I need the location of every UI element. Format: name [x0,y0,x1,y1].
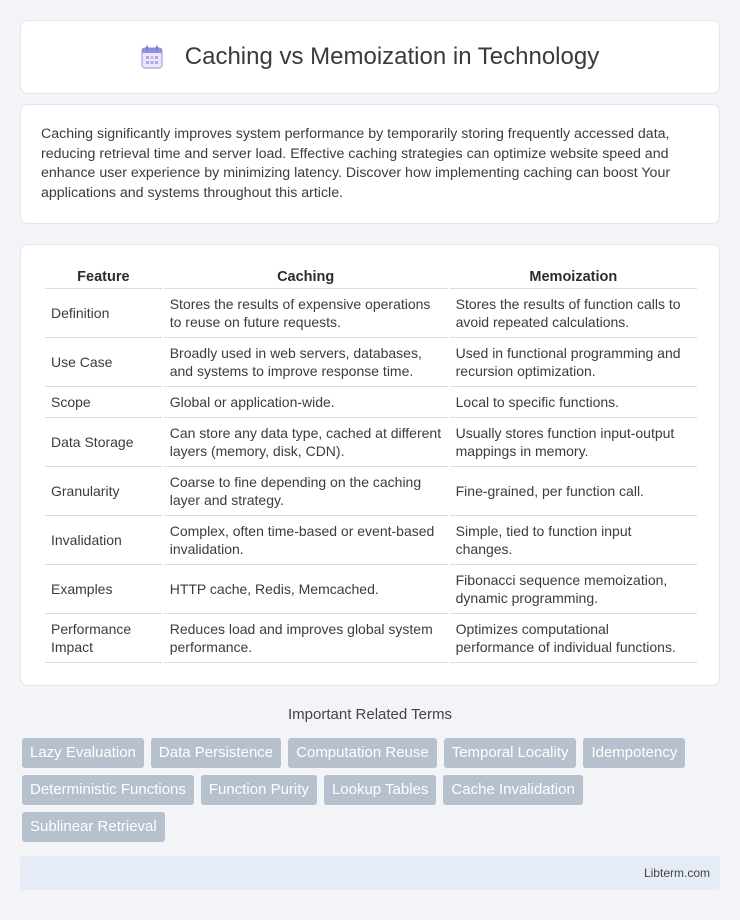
footer-site-link[interactable]: Libterm.com [643,866,710,880]
feature-cell: Scope [45,387,162,418]
feature-cell: Use Case [45,338,162,387]
header-caching: Caching [164,267,448,289]
caching-cell: Complex, often time-based or event-based invalidation. [164,516,448,565]
feature-cell: Definition [45,289,162,338]
calendar-grid-icon [141,45,163,69]
related-term-tag[interactable]: Deterministic Functions [22,775,194,805]
related-term-tag[interactable]: Cache Invalidation [443,775,582,805]
header-feature: Feature [45,267,162,289]
related-term-tag[interactable]: Sublinear Retrieval [22,812,165,842]
table-row [45,418,697,467]
memoization-cell: Local to specific functions. [450,387,697,418]
comparison-card [20,244,720,686]
caching-cell: Broadly used in web servers, databases, and systems to improve response time. [164,338,448,387]
related-term-tag[interactable]: Lookup Tables [324,775,436,805]
caching-cell: Can store any data type, cached at different layers (memory, disk, CDN). [164,418,448,467]
page-title: Caching vs Memoization in Technology [184,43,600,70]
caching-cell: HTTP cache, Redis, Memcached. [164,565,448,614]
table-row [45,338,697,387]
table-row [45,516,697,565]
feature-cell: Granularity [45,467,162,516]
intro-card [20,104,720,224]
related-terms-list [22,738,722,842]
related-term-tag[interactable]: Temporal Locality [444,738,577,768]
feature-cell: Examples [45,565,162,614]
related-term-tag[interactable]: Idempotency [583,738,685,768]
table-row [45,565,697,614]
table-row [45,387,697,418]
memoization-cell: Fibonacci sequence memoization, dynamic programming. [450,565,697,614]
memoization-cell: Used in functional programming and recursion optimization. [450,338,697,387]
memoization-cell: Fine-grained, per function call. [450,467,697,516]
related-terms-title: Important Related Terms [288,706,452,723]
memoization-cell: Usually stores function input-output mappings in memory. [450,418,697,467]
memoization-cell: Stores the results of function calls to avoid repeated calculations. [450,289,697,338]
comparison-table [43,267,699,663]
related-term-tag[interactable]: Data Persistence [151,738,281,768]
related-term-tag[interactable]: Lazy Evaluation [22,738,144,768]
feature-cell: Performance Impact [45,614,162,663]
intro-paragraph: Caching significantly improves system performance by temporarily storing frequently accessed data, reducing retrieval time and server load. Effective caching strategies can optimize website speed and enhance user experience by minimizing latency. Discover how implementing caching can boost Your applications and systems throughout this article. [41,126,671,201]
related-term-tag[interactable]: Function Purity [201,775,317,805]
table-header-row [45,267,697,289]
caching-cell: Stores the results of expensive operations to reuse on future requests. [164,289,448,338]
memoization-cell: Optimizes computational performance of individual functions. [450,614,697,663]
table-row [45,614,697,663]
table-row [45,467,697,516]
footer [20,856,720,890]
header-card [20,20,720,94]
related-term-tag[interactable]: Computation Reuse [288,738,437,768]
table-row [45,289,697,338]
feature-cell: Data Storage [45,418,162,467]
caching-cell: Global or application-wide. [164,387,448,418]
caching-cell: Coarse to fine depending on the caching layer and strategy. [164,467,448,516]
caching-cell: Reduces load and improves global system performance. [164,614,448,663]
header-memoization: Memoization [450,267,697,289]
feature-cell: Invalidation [45,516,162,565]
memoization-cell: Simple, tied to function input changes. [450,516,697,565]
